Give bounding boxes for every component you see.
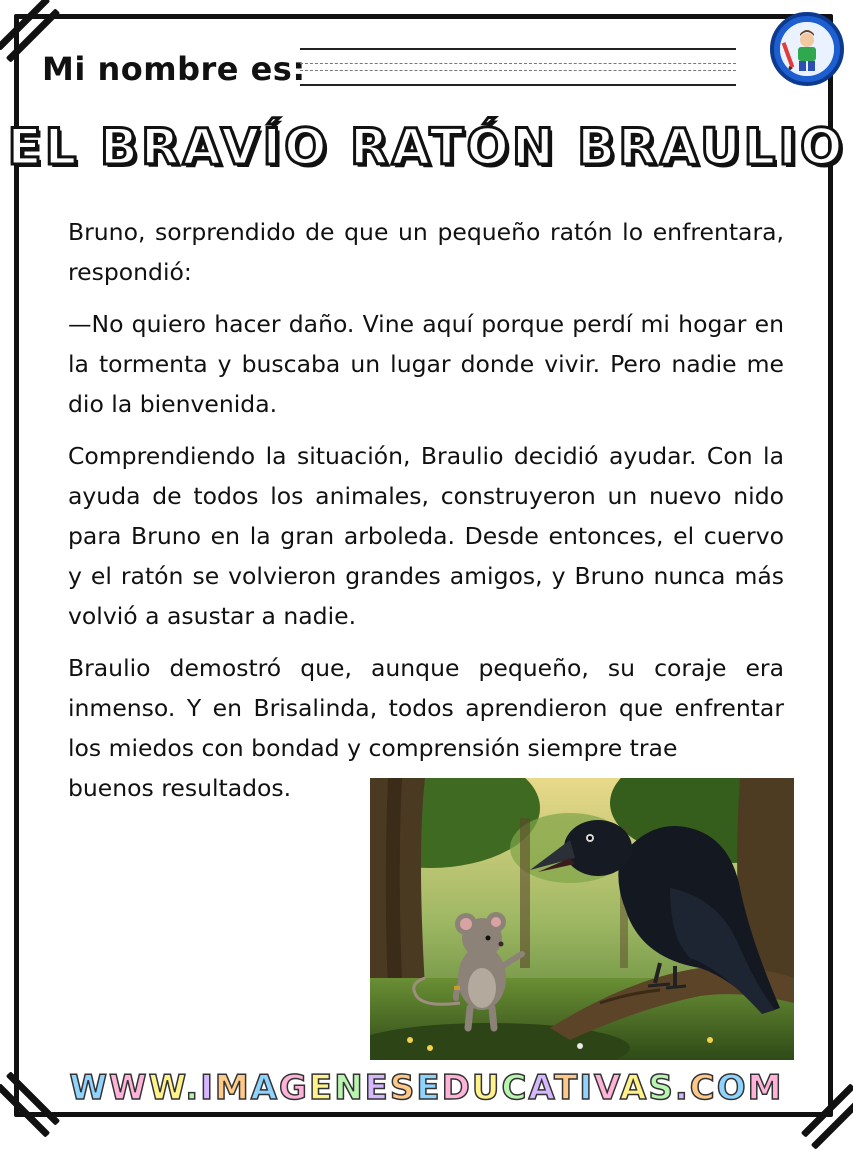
footer-letter: I <box>200 1068 215 1108</box>
footer-letter: G <box>279 1068 309 1108</box>
footer-letter: V <box>593 1068 620 1108</box>
story-paragraph: buenos resultados. <box>68 774 292 802</box>
website-footer[interactable] <box>0 1068 853 1108</box>
kid-writing-icon <box>780 22 834 76</box>
footer-letter: W <box>148 1068 186 1108</box>
page-title: EL BRAVÍO RATÓN BRAULIO <box>7 118 846 176</box>
footer-letter: W <box>109 1068 149 1108</box>
brand-logo <box>770 12 844 86</box>
footer-letter: M <box>747 1068 784 1108</box>
footer-letter: S <box>648 1068 675 1108</box>
story-paragraph: —No quiero hacer daño. Vine aquí porque perdí mi hogar en la tormenta y buscaba un lugar donde vivir. Pero nadie me dio la bienvenida. <box>68 310 784 418</box>
story-paragraph: Bruno, sorprendido de que un pequeño ratón lo enfrentara, respondió: <box>68 218 784 286</box>
footer-letter: D <box>441 1068 472 1108</box>
footer-letter: I <box>579 1068 594 1108</box>
footer-letter: E <box>364 1068 390 1108</box>
footer-letter: A <box>250 1068 280 1108</box>
footer-letter: . <box>185 1068 201 1108</box>
footer-letter: E <box>308 1068 335 1108</box>
footer-letter: A <box>620 1068 649 1108</box>
footer-letter: W <box>69 1068 110 1108</box>
name-writing-lines[interactable] <box>300 48 736 86</box>
crow-and-mouse-illustration <box>370 778 794 1060</box>
footer-letter: E <box>416 1068 442 1108</box>
story-paragraph: Comprendiendo la situación, Braulio decidió ayudar. Con la ayuda de todos los animales, construyeron un nuevo nido para Bruno en la gran arboleda. Desde entonces, el cuervo y el ratón se volvieron grandes amigos, y Bruno nunca más volvió a asustar a nadie. <box>68 442 784 630</box>
footer-letter: T <box>554 1068 580 1108</box>
story-text <box>68 212 784 820</box>
name-label: Mi nombre es: <box>42 50 306 88</box>
footer-letter: C <box>501 1068 529 1108</box>
footer-letter: O <box>716 1068 748 1108</box>
footer-letter: M <box>214 1068 251 1108</box>
story-paragraph: Braulio demostró que, aunque pequeño, su coraje era inmenso. Y en Brisalinda, todos aprendieron que enfrentar los miedos con bondad y comprensión siempre trae <box>68 654 784 762</box>
footer-letter: U <box>471 1068 502 1108</box>
footer-letter: C <box>689 1068 717 1108</box>
footer-letter: N <box>334 1068 365 1108</box>
footer-letter: . <box>674 1068 690 1108</box>
footer-letter: A <box>528 1068 555 1108</box>
footer-letter: S <box>389 1068 417 1108</box>
